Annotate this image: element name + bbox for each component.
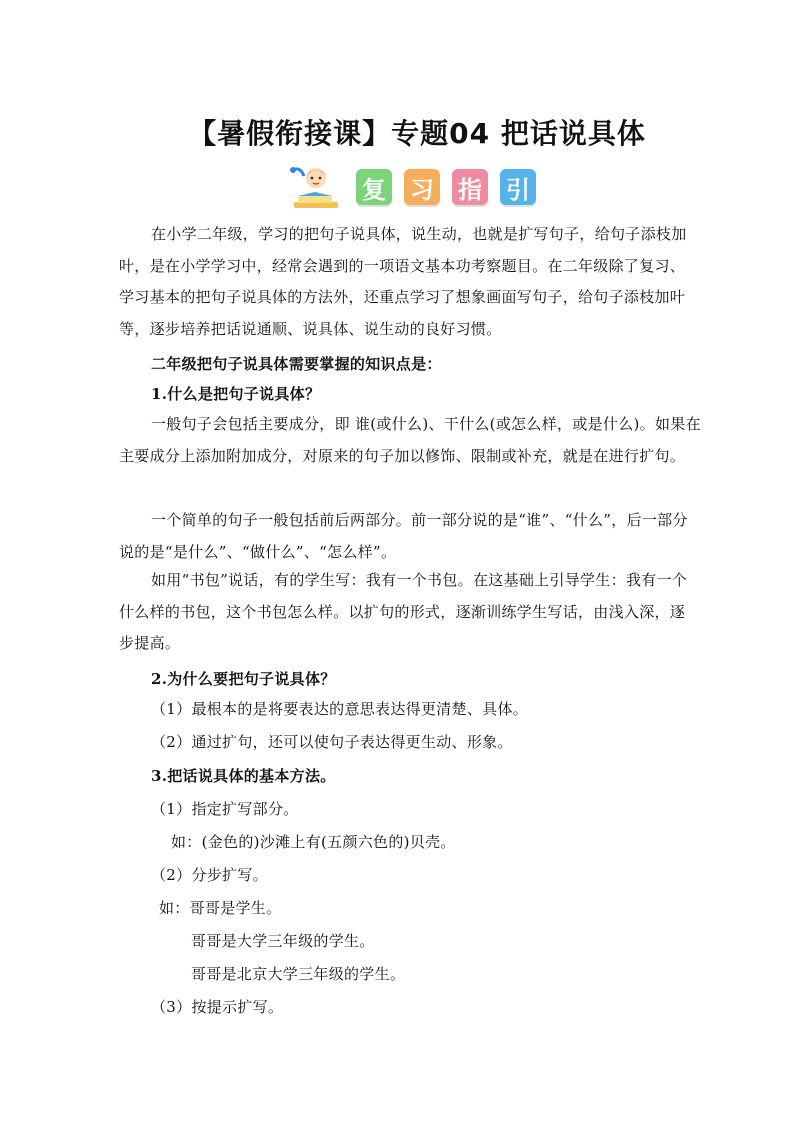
section3-item1: （1）指定扩写部分。 — [151, 800, 299, 818]
section2-item1: （1）最根本的是将要表达的意思表达得更清楚、具体。 — [151, 700, 529, 718]
section1-paragraph1: 一般句子会包括主要成分，即 谁(或什么)、干什么(或怎么样，或是什么)。如果在主要成分上添加附加成分，对原来的句子加以修饰、限制或补充，就是在进行扩句。 — [119, 415, 701, 465]
knowledge-heading: 二年级把句子说具体需要掌握的知识点是： — [151, 355, 442, 373]
section3-example2-intro: 如：哥哥是学生。 — [159, 899, 282, 917]
intro-paragraph: 在小学二年级，学习的把句子说具体，说生动，也就是扩写句子，给句子添枝加叶，是在小学学习中，经常会遇到的一项语文基本功考察题目。在二年级除了复习、学习基本的把句子说具体的方法外，还重点学习了想象画面写句子，给句子添枝加叶等，逐步培养把话说通顺、说具体、说生动的良好习惯。 — [119, 225, 687, 338]
badge-yin: 引 — [500, 169, 536, 205]
review-guide-banner — [286, 162, 536, 212]
section3-item3: （3）按提示扩写。 — [151, 998, 284, 1016]
badge-fu: 复 — [356, 169, 392, 205]
section3-example2-line2: 哥哥是大学三年级的学生。 — [191, 932, 375, 950]
section1-paragraph3: 如用“书包”说话，有的学生写：我有一个书包。在这基础上引导学生：我有一个什么样的书包，这个书包怎么样。以扩句的形式，逐渐训练学生写话，由浅入深，逐步提高。 — [119, 571, 688, 652]
section2-heading: 2.为什么要把句子说具体？ — [151, 670, 336, 688]
section3-item2: （2）分步扩写。 — [151, 866, 268, 884]
section1-paragraph2: 一个简单的句子一般包括前后两部分。前一部分说的是“谁”、“什么”，后一部分说的是“是什么”、“做什么”、“怎么样”。 — [119, 511, 688, 561]
badge-zhi: 指 — [452, 169, 488, 205]
section3-example1: 如：(金色的)沙滩上有(五颜六色的)贝壳。 — [171, 833, 456, 851]
document-title: 【暑假衔接课】专题04 把话说具体 — [188, 117, 646, 150]
student-reading-icon — [286, 162, 344, 212]
section3-example2-line3: 哥哥是北京大学三年级的学生。 — [191, 965, 406, 983]
section1-heading: 1.什么是把句子说具体？ — [151, 385, 321, 403]
badge-xi: 习 — [404, 169, 440, 205]
section2-item2: （2）通过扩句，还可以使句子表达得更生动、形象。 — [151, 733, 513, 751]
section3-heading: 3.把话说具体的基本方法。 — [151, 767, 336, 785]
